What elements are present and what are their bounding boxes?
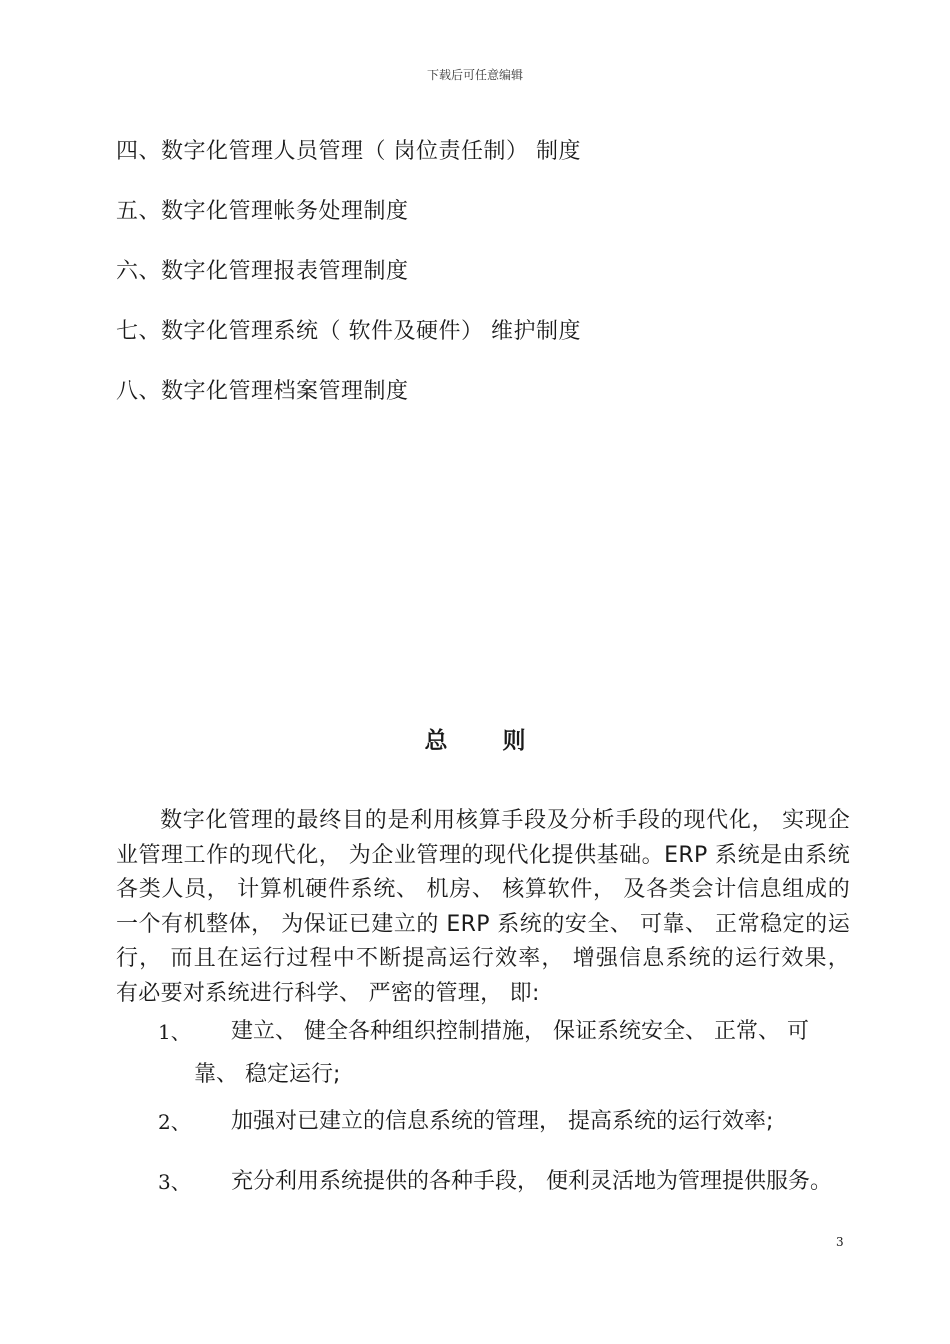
intro-paragraph: 数字化管理的最终目的是利用核算手段及分析手段的现代化， 实现企业管理工作的现代化， 为企业管理的现代化提供基础。ERP 系统是由系统各类人员， 计算机硬件系统、 机房、 核算软件， 及各类会计信息组成的一个有机整体， 为保证已建立的 ERP 系统的安全、 可靠、 正常稳定的运行， 而且在运行过程中不断提高运行效率， 增强信息系统的运行效果， 有必要对系统进行科学、 严密的管理， 即: <box>116 808 850 1006</box>
list-number-2: 2、 <box>158 1110 191 1134</box>
toc-item-6: 六、数字化管理报表管理制度 <box>116 259 409 284</box>
toc-item-5: 五、数字化管理帐务处理制度 <box>116 199 409 224</box>
list-number-3: 3、 <box>158 1170 191 1194</box>
toc-item-4: 四、数字化管理人员管理（ 岗位责任制） 制度 <box>116 139 581 164</box>
list-item-1-line-1: 建立、 健全各种组织控制措施， 保证系统安全、 正常、 可 <box>231 1019 809 1044</box>
section-title: 总则 <box>424 728 581 754</box>
page-number: 3 <box>836 1235 844 1249</box>
list-item-3: 充分利用系统提供的各种手段， 便利灵活地为管理提供服务。 <box>231 1169 832 1194</box>
list-item-1-line-2: 靠、 稳定运行; <box>194 1062 341 1087</box>
toc-item-7: 七、数字化管理系统（ 软件及硬件） 维护制度 <box>116 319 581 344</box>
list-number-1: 1、 <box>158 1020 191 1044</box>
toc-item-8: 八、数字化管理档案管理制度 <box>116 379 409 404</box>
list-item-2: 加强对已建立的信息系统的管理， 提高系统的运行效率; <box>231 1109 774 1134</box>
page-header: 下载后可任意编辑 <box>426 68 523 82</box>
